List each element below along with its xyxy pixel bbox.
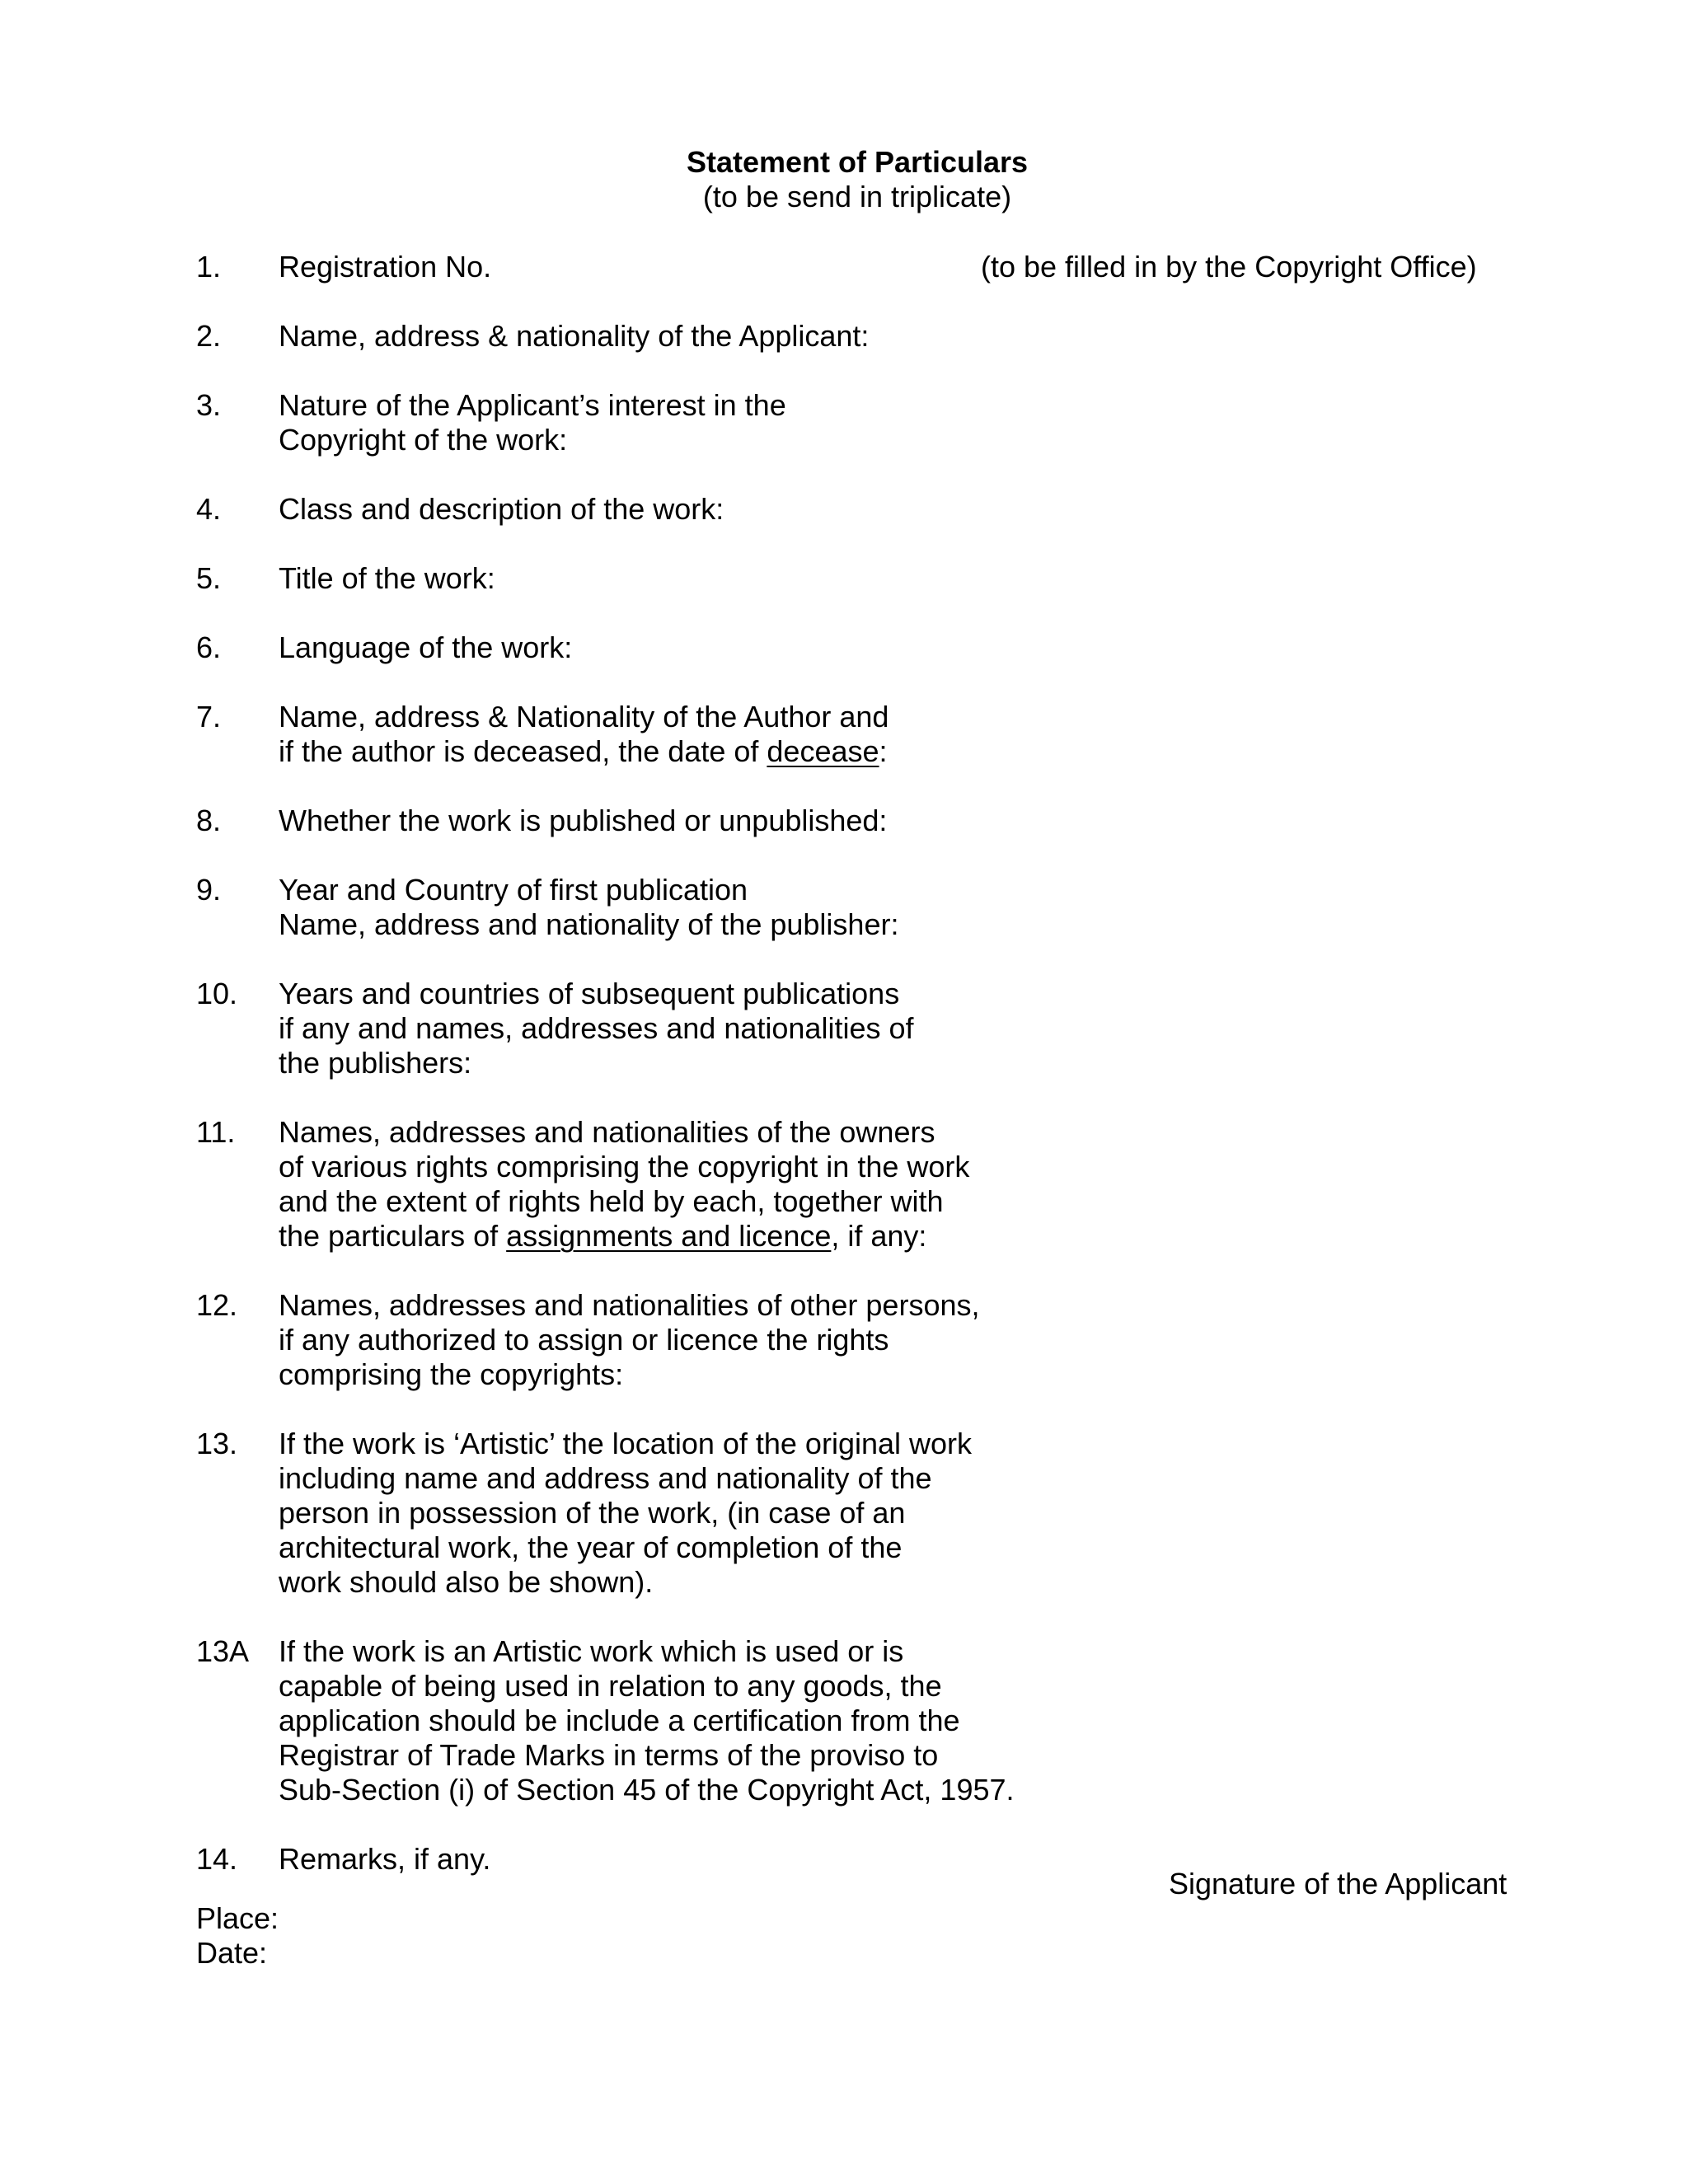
date-label: Date: [196,1936,268,1970]
item-6 [196,630,572,665]
item-line: Names, addresses and nationalities of other persons, [279,1288,980,1322]
item-3 [196,388,786,457]
item-4 [196,492,724,527]
item-line-part: , if any: [831,1219,927,1253]
item-number: 7. [196,700,222,733]
item-line: If the work is ‘Artistic’ the location of the original work [279,1427,973,1460]
item-text [279,561,495,596]
item-line: and the extent of rights held by each, together with [279,1184,944,1218]
item-text [279,700,889,769]
item-line-part: : [879,734,888,768]
item-line: if any authorized to assign or licence the rights [279,1323,889,1357]
item-line [279,1219,969,1254]
item-line: the publishers: [279,1046,472,1080]
item-line: application should be include a certification from the [279,1704,960,1737]
item-text [279,977,913,1080]
item-line: Class and description of the work: [279,492,724,526]
item-text [279,1842,490,1877]
item-line: Year and Country of first publication [279,873,748,907]
item-13a [196,1634,1015,1807]
item-text [279,388,786,457]
place-date-block [196,1901,279,1971]
item-number: 3. [196,388,222,422]
item-line: Name, address and nationality of the publisher: [279,907,899,941]
item-line: Whether the work is published or unpublished: [279,804,888,837]
item-line: Registration No. [279,250,492,284]
item-number: 1. [196,250,222,284]
item-line: of various rights comprising the copyright in the work [279,1150,970,1183]
underlined-term: decease [767,734,879,768]
item-number: 2. [196,319,222,353]
item-number: 11. [196,1115,236,1149]
item-line: Name, address & Nationality of the Author and [279,700,889,733]
item-5 [196,561,495,596]
item-line: comprising the copyrights: [279,1357,624,1391]
item-line: Copyright of the work: [279,423,568,457]
document-subtitle: (to be send in triplicate) [702,180,1012,213]
office-use-note: (to be filled in by the Copyright Office) [981,250,1477,284]
item-9 [196,873,898,942]
item-text [279,1427,972,1600]
item-7 [196,700,889,769]
item-line: capable of being used in relation to any goods, the [279,1669,942,1703]
item-line: Title of the work: [279,561,495,595]
item-line: person in possession of the work, (in case of an [279,1496,906,1530]
item-line-part: the particulars of [279,1219,507,1253]
item-line [279,734,889,769]
item-line: Registrar of Trade Marks in terms of the proviso to [279,1738,939,1772]
item-11 [196,1115,969,1254]
item-text [279,250,491,284]
item-number: 14. [196,1842,238,1876]
item-number: 5. [196,561,222,595]
item-text [279,873,898,942]
header [0,145,1688,214]
item-text [279,630,572,665]
item-2 [196,319,869,354]
item-line: Remarks, if any. [279,1842,491,1876]
item-number: 8. [196,804,222,837]
place-label: Place: [196,1901,279,1935]
item-line: Names, addresses and nationalities of the owners [279,1115,935,1149]
item-line: If the work is an Artistic work which is used or is [279,1634,904,1668]
item-12 [196,1288,979,1392]
item-8 [196,804,887,838]
item-text [279,1634,1015,1807]
document-title: Statement of Particulars [686,145,1029,179]
item-number: 10. [196,977,238,1010]
item-number: 13A [196,1634,250,1668]
signature-label: Signature of the Applicant [1169,1867,1507,1900]
item-number: 6. [196,630,222,664]
item-number: 13. [196,1427,238,1460]
item-text [279,1115,969,1254]
item-13 [196,1427,972,1600]
item-text [279,1288,979,1392]
item-line: Nature of the Applicant’s interest in the [279,388,786,422]
item-line: architectural work, the year of completion of the [279,1530,903,1564]
item-line: Name, address & nationality of the Applicant: [279,319,870,353]
item-1 [196,250,491,284]
item-10 [196,977,913,1080]
item-text [279,804,887,838]
item-text [279,319,869,354]
item-text [279,492,724,527]
item-number: 12. [196,1288,238,1322]
item-number: 4. [196,492,222,526]
item-number: 9. [196,873,222,907]
item-line: work should also be shown). [279,1565,654,1599]
item-line: if any and names, addresses and nationalities of [279,1011,914,1045]
underlined-term: assignments and licence [506,1219,832,1253]
item-line-part: if the author is deceased, the date of [279,734,767,768]
item-line: Years and countries of subsequent publications [279,977,900,1010]
item-line: Sub-Section (i) of Section 45 of the Copyright Act, 1957. [279,1773,1015,1807]
item-14 [196,1842,490,1877]
item-line: Language of the work: [279,630,573,664]
item-line: including name and address and nationality of the [279,1461,932,1495]
